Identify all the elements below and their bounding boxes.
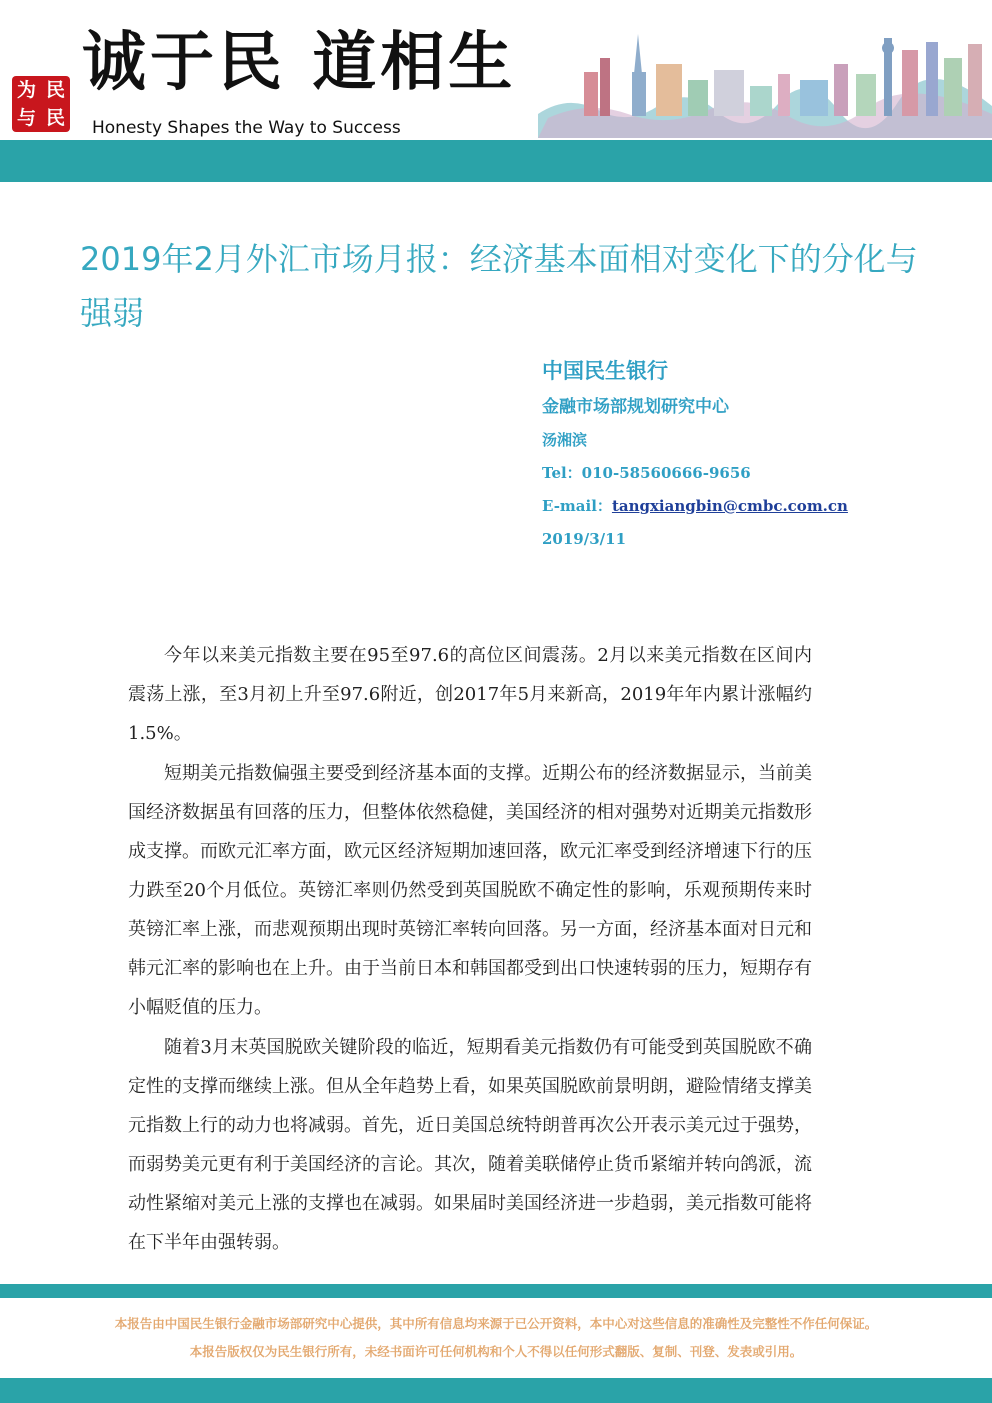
- slogan-english: Honesty Shapes the Way to Success: [92, 118, 401, 138]
- body-paragraph: 随着3月末英国脱欧关键阶段的临近，短期看美元指数仍有可能受到英国脱欧不确定性的支撑而继续上涨。但从全年趋势上看，如果英国脱欧前景明朗，避险情绪支撑美元指数上行的动力也将减弱。首先，近日美国总统特朗普再次公开表示美元过于强势，而弱势美元更有利于美国经济的言论。其次，随着美联储停止货币紧缩并转向鸽派，流动性紧缩对美元上涨的支撑也在减弱。如果届时美国经济进一步趋弱，美元指数可能将在下半年由强转弱。: [128, 1037, 812, 1253]
- copyright-line: 本报告版权仅为民生银行所有，未经书面许可任何机构和个人不得以任何形式翻版、复制、刊登、发表或引用。: [189, 1344, 803, 1359]
- footer-teal-band-top: [0, 1284, 992, 1298]
- author-info: [542, 352, 962, 556]
- report-date: 2019/3/11: [542, 530, 627, 548]
- seal-char: 为: [16, 79, 36, 101]
- seal-char: 民: [45, 79, 65, 101]
- seal-char: 民: [45, 107, 65, 129]
- email-line: [542, 490, 962, 523]
- city-skyline-illustration: [538, 14, 992, 138]
- email-link[interactable]: tangxiangbin@cmbc.com.cn: [611, 497, 848, 515]
- department-name: 金融市场部规划研究中心: [542, 397, 729, 417]
- body-paragraph: 今年以来美元指数主要在95至97.6的高位区间震荡。2月以来美元指数在区间内震荡上涨，至3月初上升至97.6附近，创2017年5月来新高，2019年年内累计涨幅约1.5%。: [128, 645, 812, 744]
- seal-char: 与: [16, 107, 36, 129]
- email-label: E-mail：: [542, 497, 612, 515]
- body-paragraph: 短期美元指数偏强主要受到经济基本面的支撑。近期公布的经济数据显示，当前美国经济数据虽有回落的压力，但整体依然稳健，美国经济的相对强势对近期美元指数形成支撑。而欧元汇率方面，欧元区经济短期加速回落，欧元汇率受到经济增速下行的压力跌至20个月低位。英镑汇率则仍然受到英国脱欧不确定性的影响，乐观预期传来时英镑汇率上涨，而悲观预期出现时英镑汇率转向回落。另一方面，经济基本面对日元和韩元汇率的影响也在上升。由于当前日本和韩国都受到出口快速转弱的压力，短期存有小幅贬值的压力。: [128, 763, 812, 1018]
- telephone: Tel：010-58560666-9656: [542, 464, 751, 482]
- report-body: [128, 636, 812, 1263]
- footer-disclaimer: [0, 1310, 992, 1366]
- footer-teal-band-bottom: [0, 1378, 992, 1403]
- report-title: 2019年2月外汇市场月报：经济基本面相对变化下的分化与强弱: [80, 240, 918, 332]
- bank-seal-logo: [12, 76, 70, 132]
- slogan-calligraphy: 诚于民 道相生: [82, 25, 517, 100]
- page-header: [0, 0, 992, 182]
- header-teal-band: [0, 140, 992, 182]
- bank-name: 中国民生银行: [542, 358, 668, 383]
- author-name: 汤湘滨: [542, 431, 588, 449]
- disclaimer-line: 本报告由中国民生银行金融市场部研究中心提供，其中所有信息均来源于已公开资料，本中心对这些信息的准确性及完整性不作任何保证。: [114, 1316, 878, 1331]
